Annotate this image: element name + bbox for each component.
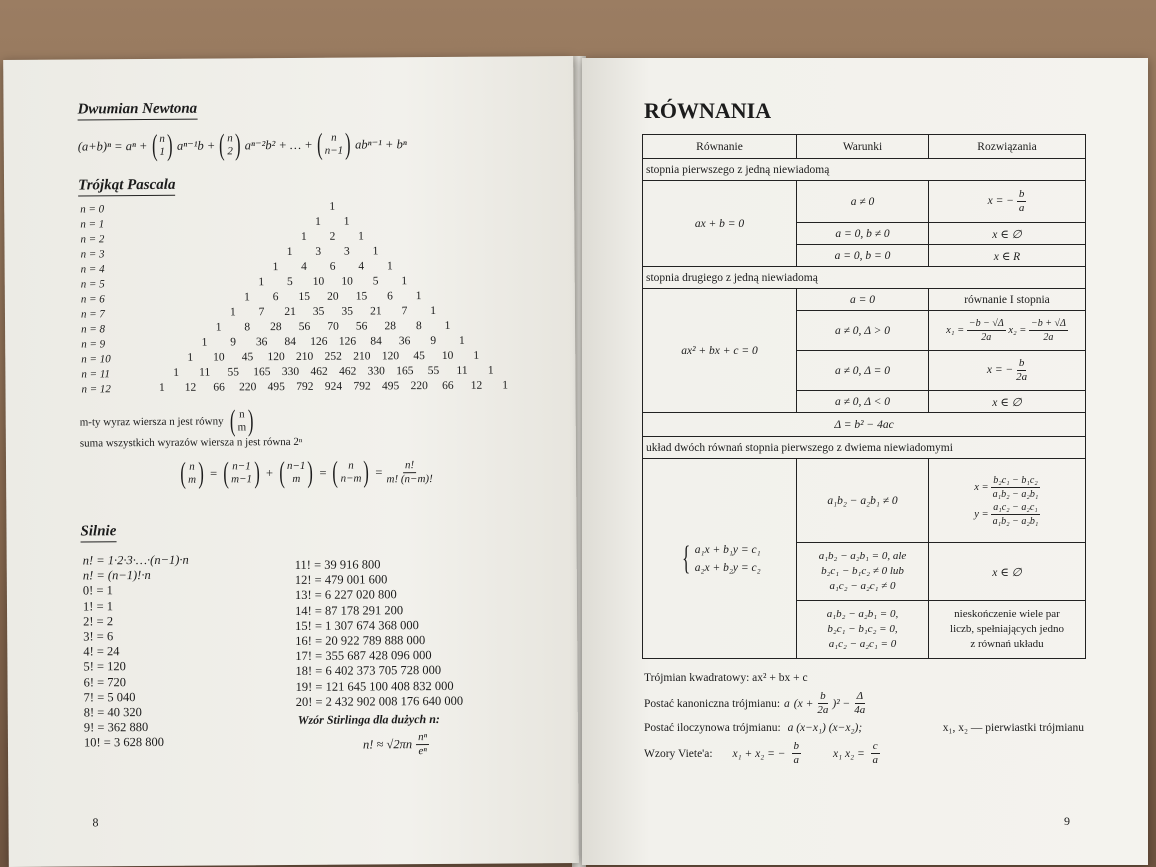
factorials-column-1 bbox=[83, 553, 190, 751]
condition-line: a₁b₂ − a₂b₁ = 0, ale bbox=[818, 550, 907, 562]
pascal-entry: 1 bbox=[430, 304, 436, 318]
newton-term-2: aⁿ⁻²b² + … + bbox=[244, 137, 313, 153]
factorial-line: 19! = 121 645 100 408 832 000 bbox=[295, 678, 454, 694]
pascal-entry: 56 bbox=[355, 320, 368, 333]
pascal-entry: 220 bbox=[410, 380, 428, 393]
col-header-equation: Równanie bbox=[643, 135, 797, 159]
pascal-entry: 21 bbox=[284, 305, 296, 319]
quadratic-cond-4: a ≠ 0, Δ < 0 bbox=[797, 391, 929, 413]
system-cond-2 bbox=[797, 543, 929, 601]
pascal-entry: 7 bbox=[401, 305, 408, 318]
condition-line: b₂c₁ − b₁c₂ ≠ 0 lub bbox=[821, 565, 904, 577]
fraction-denominator: a₁b₂ − a₂b₁ bbox=[992, 515, 1039, 527]
trojmian-line: Trójmian kwadratowy: ax² + bx + c bbox=[644, 672, 808, 684]
pascal-row-label: n = 1 bbox=[80, 218, 105, 231]
quadratic-sol-4: x ∈ ∅ bbox=[929, 391, 1086, 413]
fraction-denominator: a₁b₂ − a₂b₁ bbox=[992, 488, 1039, 500]
right-page bbox=[582, 58, 1148, 865]
pascal-entry: 55 bbox=[427, 364, 440, 378]
pascal-entry: 45 bbox=[241, 351, 254, 364]
pascal-entry: 1 bbox=[386, 260, 393, 273]
quadratic-cond-1: a = 0 bbox=[797, 289, 929, 311]
pascal-entry: 84 bbox=[284, 335, 297, 349]
pascal-entry: 2 bbox=[329, 230, 336, 243]
pascal-entry: 12 bbox=[184, 381, 197, 394]
pascal-identity: ( n m ) = ( n−1 m−1 ) + ( n−1 m ) = ( n n−m ) = $\frac{n!}{m! (n-m)!}$ bbox=[178, 457, 433, 489]
fraction-denominator: 2a bbox=[1016, 371, 1028, 383]
pascal-entry: 1 bbox=[272, 261, 279, 274]
linear-sol-2: x ∈ ∅ bbox=[929, 223, 1086, 245]
binom-bottom: m bbox=[188, 473, 197, 486]
linear-sol-1 bbox=[929, 181, 1086, 223]
quadratic-sol-1: równanie I stopnia bbox=[929, 289, 1086, 311]
pascal-entry: 11 bbox=[456, 364, 468, 377]
fraction-denominator: a bbox=[793, 754, 800, 766]
pascal-entry: 66 bbox=[213, 381, 225, 394]
pascal-entry: 1 bbox=[215, 321, 222, 334]
x-label: x = bbox=[974, 481, 989, 493]
pascal-entry: 165 bbox=[396, 365, 414, 378]
canonical-a: a bbox=[784, 697, 790, 710]
system-sol-3 bbox=[929, 601, 1086, 659]
pascal-entry: 8 bbox=[415, 320, 422, 333]
factorial-line: 6! = 720 bbox=[83, 674, 127, 690]
newton-binom-3: ( n n−1 ) bbox=[316, 127, 351, 161]
newton-term-1: aⁿ⁻¹b + bbox=[176, 138, 216, 153]
pascal-entry: 5 bbox=[286, 275, 293, 289]
pascal-entry: 1 bbox=[444, 319, 451, 332]
pascal-entry: 1 bbox=[187, 351, 194, 364]
pascal-entry: 12 bbox=[470, 379, 483, 392]
factorial-line: 2! = 2 bbox=[83, 614, 114, 629]
solution-prefix: x = − bbox=[986, 364, 1014, 377]
pascal-entry: 11 bbox=[199, 366, 211, 379]
factorial-line: 3! = 6 bbox=[83, 629, 114, 644]
factorial-line: 11! = 39 916 800 bbox=[294, 557, 381, 572]
fraction-numerator: Δ bbox=[856, 690, 864, 702]
pascal-entry: 462 bbox=[310, 365, 328, 378]
factorial-line: n! = (n−1)!·n bbox=[82, 568, 151, 583]
newton-lhs: (a+b)ⁿ = aⁿ + bbox=[77, 138, 148, 153]
solution-line: z równań układu bbox=[970, 638, 1044, 650]
factorial-line: 20! = 2 432 902 008 176 640 000 bbox=[295, 693, 464, 709]
binom-bottom: 1 bbox=[159, 145, 166, 158]
binom-top: n bbox=[239, 408, 245, 421]
binom-bottom: 2 bbox=[227, 145, 233, 158]
pascal-entry: 36 bbox=[255, 336, 268, 349]
pascal-row-label: n = 4 bbox=[80, 263, 105, 276]
pascal-row-label: n = 12 bbox=[81, 383, 111, 396]
fraction-numerator: a₁c₂ − a₂c₁ bbox=[993, 501, 1038, 513]
pascal-entry: 3 bbox=[343, 245, 350, 258]
fraction-denominator: 2a bbox=[981, 332, 992, 343]
linear-cond-3: a = 0, b = 0 bbox=[797, 245, 929, 267]
pascal-entry: 210 bbox=[353, 350, 371, 363]
fraction-numerator: b bbox=[1018, 357, 1025, 369]
pascal-entry: 1 bbox=[158, 381, 165, 394]
pascal-row-label: n = 0 bbox=[80, 203, 105, 216]
binom-bottom: m bbox=[237, 421, 247, 434]
fraction-denominator: m! (n−m)! bbox=[386, 472, 433, 485]
viete-sum: x₁ + x₂ = − bbox=[732, 747, 786, 760]
factorial-line: 0! = 1 bbox=[82, 583, 113, 598]
binom-top: n−1 bbox=[232, 460, 251, 473]
pascal-row-label: n = 6 bbox=[80, 293, 105, 306]
pascal-entry: 45 bbox=[413, 350, 425, 363]
pascal-entry: 1 bbox=[487, 364, 494, 377]
canonical-close: )² − bbox=[832, 697, 851, 710]
pascal-entry: 1 bbox=[258, 276, 265, 289]
pascal-entry: 21 bbox=[370, 305, 382, 318]
binom-bottom: m bbox=[292, 472, 301, 485]
condition-line: b₂c₁ − b₁c₂ = 0, bbox=[827, 623, 898, 635]
system-equation-1: a₁x + b₁y = c₁ bbox=[694, 543, 761, 556]
solution-prefix: x = − bbox=[987, 195, 1014, 208]
fraction-numerator: b₂c₁ − b₁c₂ bbox=[993, 474, 1038, 486]
pascal-triangle bbox=[154, 199, 555, 402]
viete-line bbox=[644, 740, 880, 767]
pascal-entry: 4 bbox=[301, 260, 307, 273]
quadratic-cond-3: a ≠ 0, Δ = 0 bbox=[797, 351, 929, 391]
pascal-entry: 1 bbox=[244, 291, 250, 304]
discriminant-formula: Δ = b² − 4ac bbox=[643, 413, 1086, 437]
y-label: y = bbox=[974, 508, 989, 520]
factorial-line: 12! = 479 001 600 bbox=[294, 572, 388, 588]
factorial-line: 7! = 5 040 bbox=[83, 689, 136, 705]
binom-top: n−1 bbox=[286, 459, 306, 473]
pascal-entry: 8 bbox=[244, 321, 251, 334]
canonical-paren: (x + bbox=[793, 697, 814, 710]
pascal-entry: 7 bbox=[258, 306, 265, 319]
factorial-line: 17! = 355 687 428 096 000 bbox=[295, 648, 432, 664]
linear-cond-2: a = 0, b ≠ 0 bbox=[797, 223, 929, 245]
pascal-entry: 1 bbox=[502, 379, 508, 392]
factorials-column-2 bbox=[295, 557, 464, 710]
fraction-numerator: b bbox=[793, 740, 800, 752]
pascal-entry: 1 bbox=[473, 349, 480, 362]
stirling-fraction bbox=[416, 731, 429, 758]
pascal-entry: 1 bbox=[415, 290, 422, 303]
identity-binom-c: ( n−1 m ) bbox=[279, 455, 314, 490]
roots-note: x₁, x₂ — pierwiastki trójmianu bbox=[942, 722, 1084, 734]
factorial-line: 1! = 1 bbox=[82, 598, 114, 614]
factorial-line: 16! = 20 922 789 888 000 bbox=[295, 633, 426, 648]
newton-binom-2: ( n 2 ) bbox=[219, 128, 241, 162]
pascal-entry: 495 bbox=[381, 380, 400, 393]
stirling-lhs: n! ≈ √2πn bbox=[362, 737, 413, 752]
binom-bottom: m−1 bbox=[231, 473, 253, 486]
pascal-entry: 1 bbox=[372, 245, 379, 258]
binom-top: n bbox=[159, 132, 165, 145]
pascal-entry: 70 bbox=[327, 320, 339, 333]
factorial-line: 18! = 6 402 373 705 728 000 bbox=[295, 663, 442, 679]
stirling-formula bbox=[363, 731, 429, 758]
pascal-entry: 126 bbox=[338, 335, 357, 348]
system-sol-2: x ∈ ∅ bbox=[929, 543, 1086, 601]
pascal-row-label: n = 3 bbox=[80, 248, 105, 261]
identity-binom-d: ( n n−m ) bbox=[332, 455, 370, 489]
fraction-denominator: a bbox=[872, 754, 878, 766]
factorial-line: 5! = 120 bbox=[83, 659, 126, 674]
fraction-numerator: b bbox=[1018, 188, 1025, 200]
section-system-title: układ dwóch równań stopnia pierwszego z dwiema niewiadomymi bbox=[643, 437, 1086, 459]
binom-bottom: n−m bbox=[340, 472, 362, 485]
pascal-entry: 20 bbox=[327, 290, 339, 303]
section-quadratic-title: stopnia drugiego z jedną niewiadomą bbox=[643, 267, 1086, 289]
condition-line: a₁c₂ − a₂c₁ ≠ 0 bbox=[829, 580, 896, 592]
pascal-entry: 792 bbox=[296, 380, 314, 393]
canonical-label: Postać kanoniczna trójmianu: bbox=[644, 697, 781, 710]
newton-formula bbox=[78, 129, 407, 161]
fraction-denominator: a bbox=[1018, 202, 1025, 214]
system-equations: { a₁x + b₁y = c₁ a₂x + b₂y = c₂ bbox=[643, 459, 797, 659]
factorial-line: 13! = 6 227 020 800 bbox=[294, 587, 397, 603]
pascal-entry: 35 bbox=[312, 305, 325, 318]
viete-product: x₁ x₂ = bbox=[833, 747, 865, 760]
page-number-right: 9 bbox=[1064, 814, 1070, 828]
pascal-entry: 55 bbox=[227, 366, 240, 379]
pascal-entry: 792 bbox=[353, 380, 371, 393]
factorial-line: 8! = 40 320 bbox=[83, 705, 142, 720]
pascal-entry: 3 bbox=[315, 245, 322, 258]
pascal-entry: 56 bbox=[298, 320, 311, 333]
system-cond-3 bbox=[797, 601, 929, 659]
linear-equation: ax + b = 0 bbox=[643, 181, 797, 267]
pascal-entry: 6 bbox=[272, 291, 279, 304]
fraction-numerator: n! bbox=[403, 459, 416, 473]
silnie-heading: Silnie bbox=[80, 523, 116, 542]
pascal-entry: 9 bbox=[230, 336, 236, 349]
fraction-denominator: 2a bbox=[817, 704, 829, 716]
table-header-row bbox=[643, 135, 1086, 159]
product-form-line bbox=[644, 722, 1084, 734]
pascal-entry: 10 bbox=[213, 351, 225, 364]
equations-table bbox=[642, 134, 1086, 659]
pascal-entry: 210 bbox=[295, 350, 314, 363]
pascal-entry: 252 bbox=[324, 350, 342, 363]
fraction-numerator: b bbox=[820, 690, 826, 702]
x1-label: x₁ = bbox=[946, 324, 965, 336]
pascal-row-label: n = 5 bbox=[80, 278, 105, 291]
pascal-row-label: n = 2 bbox=[80, 233, 105, 246]
pascal-entry: 1 bbox=[286, 245, 293, 259]
mth-binom: ( n m ) bbox=[229, 404, 255, 438]
pascal-entry: 28 bbox=[384, 320, 397, 333]
pascal-entry: 1 bbox=[343, 215, 350, 228]
newton-binom-1: ( n 1 ) bbox=[151, 128, 173, 162]
pascal-entry: 5 bbox=[372, 275, 379, 288]
mth-term-line bbox=[80, 406, 257, 437]
x2-label: x₂ = bbox=[1008, 324, 1027, 336]
pascal-heading: Trójkąt Pascala bbox=[78, 177, 175, 197]
pascal-entry: 10 bbox=[341, 275, 353, 288]
pascal-entry: 15 bbox=[298, 290, 311, 303]
pascal-entry: 15 bbox=[355, 290, 368, 303]
pascal-entry: 165 bbox=[253, 366, 271, 379]
row-sum-text: suma wszystkich wyrazów wiersza n jest równa 2ⁿ bbox=[79, 435, 303, 450]
section-linear-title: stopnia pierwszego z jedną niewiadomą bbox=[643, 159, 1086, 181]
factorial-line: 10! = 3 628 800 bbox=[83, 735, 164, 750]
system-cond-1: a₁b₂ − a₂b₁ ≠ 0 bbox=[797, 459, 929, 543]
quadratic-sol-3 bbox=[929, 351, 1086, 391]
pascal-row-label: n = 7 bbox=[80, 308, 105, 321]
pascal-entry: 1 bbox=[300, 230, 307, 243]
pascal-entry: 1 bbox=[173, 366, 179, 379]
pascal-entry: 1 bbox=[229, 306, 236, 319]
mth-term-text: m-ty wyraz wiersza n jest równy bbox=[79, 415, 224, 429]
fraction-numerator: −b − √Δ bbox=[968, 318, 1004, 329]
pascal-entry: 1 bbox=[315, 215, 321, 228]
pascal-row-label: n = 10 bbox=[81, 353, 111, 366]
pascal-entry: 1 bbox=[358, 230, 364, 243]
binom-bottom: n−1 bbox=[324, 144, 344, 157]
pascal-entry: 924 bbox=[324, 380, 343, 393]
page-title: RÓWNANIA bbox=[644, 98, 772, 123]
fraction-numerator: −b + √Δ bbox=[1030, 318, 1066, 329]
identity-fraction bbox=[386, 459, 432, 486]
newton-term-3: abⁿ⁻¹ + bⁿ bbox=[355, 137, 407, 152]
pascal-row-label: n = 9 bbox=[81, 338, 106, 351]
pascal-entry: 1 bbox=[201, 336, 208, 349]
pascal-entry: 36 bbox=[398, 335, 411, 348]
binom-top: n bbox=[189, 460, 195, 473]
pascal-entry: 120 bbox=[381, 350, 400, 363]
pascal-row-labels bbox=[80, 202, 111, 397]
fraction-denominator: 4a bbox=[854, 704, 866, 716]
quadratic-sol-2 bbox=[929, 311, 1086, 351]
col-header-solutions: Rozwiązania bbox=[929, 135, 1086, 159]
binom-top: n bbox=[227, 132, 233, 145]
factorial-line: n! = 1·2·3·…·(n−1)·n bbox=[82, 552, 189, 568]
fraction-denominator: 2a bbox=[1043, 332, 1054, 343]
linear-sol-3: x ∈ R bbox=[929, 245, 1086, 267]
pascal-entry: 84 bbox=[370, 335, 382, 348]
pascal-entry: 10 bbox=[441, 349, 454, 362]
pascal-entry: 1 bbox=[329, 200, 336, 213]
pascal-entry: 495 bbox=[267, 381, 285, 394]
pascal-entry: 126 bbox=[310, 335, 328, 348]
pascal-entry: 6 bbox=[387, 290, 393, 303]
pascal-entry: 220 bbox=[239, 381, 257, 394]
pascal-row-label: n = 11 bbox=[81, 368, 111, 381]
pascal-entry: 9 bbox=[430, 334, 437, 348]
quadratic-equation: ax² + bx + c = 0 bbox=[643, 289, 797, 413]
condition-line: a₁b₂ − a₂b₁ = 0, bbox=[826, 608, 899, 620]
binom-top: n bbox=[331, 131, 337, 144]
viete-label: Wzory Viete'a: bbox=[644, 747, 713, 760]
factorial-line: 4! = 24 bbox=[83, 644, 120, 659]
pascal-entry: 28 bbox=[270, 321, 282, 334]
fraction-numerator: nⁿ bbox=[416, 731, 429, 745]
newton-heading: Dwumian Newtona bbox=[77, 101, 197, 121]
solution-line: liczb, spełniających jedno bbox=[950, 623, 1064, 635]
factorial-line: 14! = 87 178 291 200 bbox=[294, 602, 404, 618]
linear-cond-1: a ≠ 0 bbox=[797, 181, 929, 223]
pascal-entry: 66 bbox=[442, 379, 454, 392]
system-equation-2: a₂x + b₂y = c₂ bbox=[694, 561, 761, 574]
quadratic-cond-2: a ≠ 0, Δ > 0 bbox=[797, 311, 929, 351]
binom-top: n bbox=[348, 459, 354, 472]
fraction-numerator: c bbox=[872, 740, 878, 752]
pascal-row-label: n = 8 bbox=[81, 323, 106, 336]
condition-line: a₁c₂ − a₂c₁ = 0 bbox=[828, 638, 897, 650]
pascal-entry: 4 bbox=[358, 260, 365, 273]
col-header-conditions: Warunki bbox=[797, 135, 929, 159]
factorial-line: 15! = 1 307 674 368 000 bbox=[295, 617, 419, 633]
pascal-entry: 1 bbox=[458, 334, 465, 347]
stirling-label: Wzór Stirlinga dla dużych n: bbox=[297, 711, 440, 727]
product-formula: a (x−x₁) (x−x₂); bbox=[787, 722, 863, 734]
pascal-entry: 120 bbox=[267, 351, 285, 364]
fraction-denominator: eⁿ bbox=[418, 745, 427, 758]
pascal-entry: 10 bbox=[312, 275, 325, 288]
page-number-left: 8 bbox=[92, 815, 99, 830]
identity-binom-a: ( n m ) bbox=[180, 456, 204, 490]
canonical-form-line bbox=[644, 690, 865, 717]
left-page bbox=[3, 56, 579, 867]
system-sol-1 bbox=[929, 459, 1086, 543]
pascal-entry: 330 bbox=[367, 365, 385, 378]
pascal-entry: 1 bbox=[401, 275, 408, 288]
identity-binom-b: ( n−1 m−1 ) bbox=[223, 456, 260, 490]
pascal-entry: 462 bbox=[339, 365, 357, 378]
pascal-entry: 330 bbox=[281, 365, 300, 379]
product-label: Postać iloczynowa trójmianu: bbox=[644, 722, 781, 734]
pascal-entry: 35 bbox=[341, 305, 354, 318]
factorial-line: 9! = 362 880 bbox=[83, 720, 149, 735]
pascal-entry: 6 bbox=[329, 260, 336, 273]
solution-line: nieskończenie wiele par bbox=[954, 608, 1060, 620]
